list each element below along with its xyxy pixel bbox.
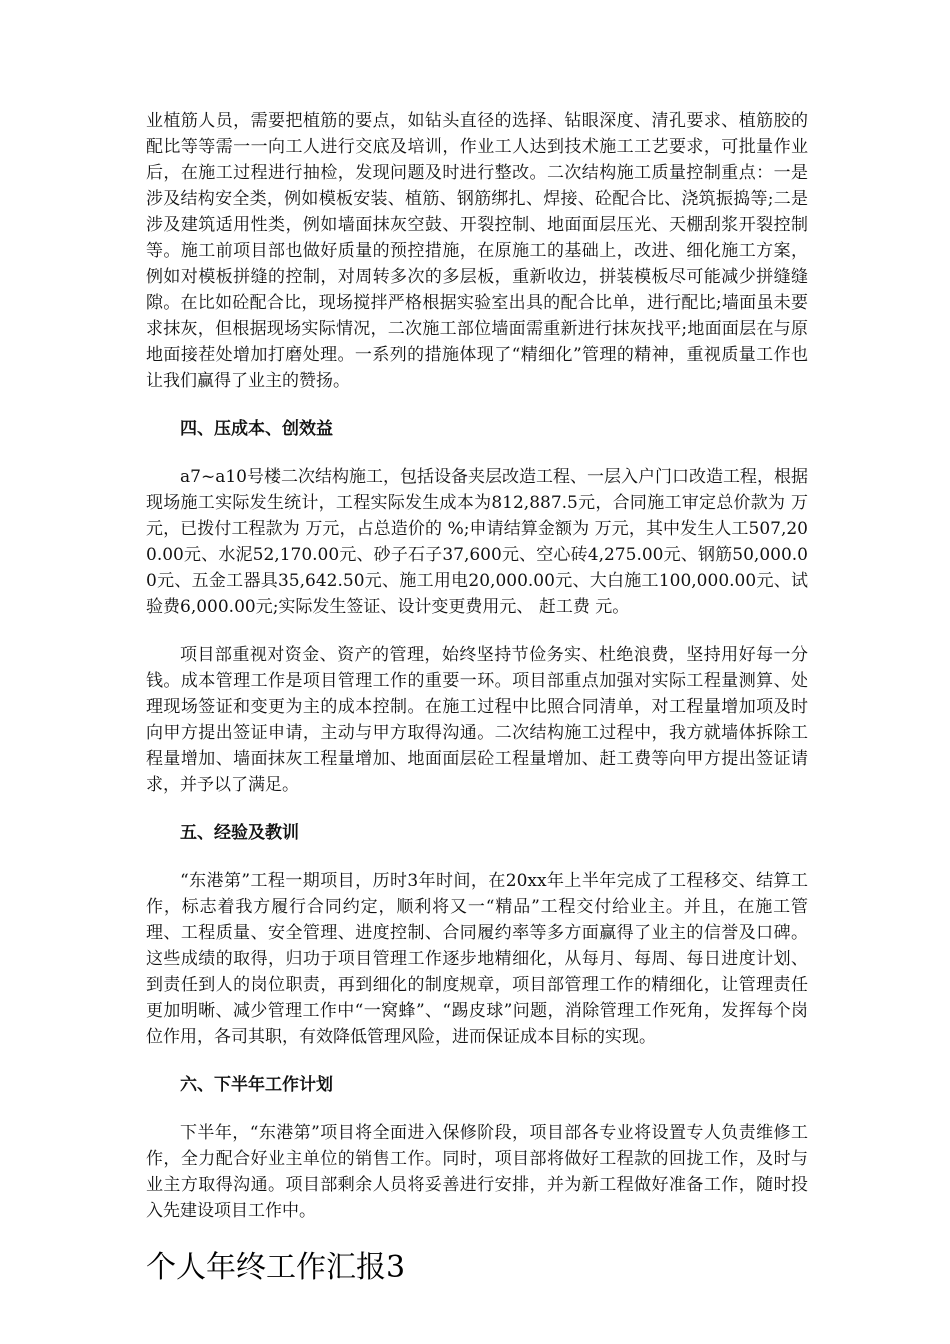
heading-experience-lessons: 五、经验及教训 <box>180 823 299 843</box>
document-page <box>146 108 808 1288</box>
paragraph-quality-control: 业植筋人员，需要把植筋的要点，如钻头直径的选择、钻眼深度、清孔要求、植筋胶的配比等等需一一向工人进行交底及培训，作业工人达到技术施工工艺要求，可批量作业后，在施工过程进行抽检，发现问题及时进行整改。二次结构施工质量控制重点：一是涉及结构安全类，例如模板安装、植筋、钢筋绑扎、焊接、砼配合比、浇筑振捣等;二是涉及建筑适用性类，例如墙面抹灰空鼓、开裂控制、地面面层压光、天棚刮浆开裂控制等。施工前项目部也做好质量的预控措施，在原施工的基础上，改进、细化施工方案，例如对模板拼缝的控制，对周转多次的多层板，重新收边，拼装模板尽可能减少拼缝缝隙。在比如砼配合比，现场搅拌严格根据实验室出具的配合比单，进行配比;墙面虽未要求抹灰，但根据现场实际情况，二次施工部位墙面需重新进行抹灰找平;地面面层在与原地面接茬处增加打磨处理。一系列的措施体现了“精细化”管理的精神，重视质量工作也让我们赢得了业主的赞扬。 <box>146 111 808 391</box>
heading-next-half-plan: 六、下半年工作计划 <box>180 1075 333 1095</box>
section-title: 个人年终工作汇报3 <box>146 1250 406 1285</box>
paragraph-next-half-plan: 下半年，“东港第”项目将全面进入保修阶段，项目部各专业将设置专人负责维修工作，全力配合好业主单位的销售工作。同时，项目部将做好工程款的回拢工作，及时与业主方取得沟通。项目部剩余人员将妥善进行安排，并为新工程做好准备工作，随时投入先建设项目工作中。 <box>146 1123 808 1221</box>
paragraph-cost-management: 项目部重视对资金、资产的管理，始终坚持节俭务实、杜绝浪费，坚持用好每一分钱。成本管理工作是项目管理工作的重要一环。项目部重点加强对实际工程量测算、处理现场签证和变更为主的成本控制。在施工过程中比照合同清单，对工程量增加项及时向甲方提出签证申请，主动与甲方取得沟通。二次结构施工过程中，我方就墙体拆除工程量增加、墙面抹灰工程量增加、地面面层砼工程量增加、赶工费等向甲方提出签证请求，并予以了满足。 <box>146 645 808 795</box>
heading-cost-reduction: 四、压成本、创效益 <box>180 419 333 439</box>
paragraph-experience: “东港第”工程一期项目，历时3年时间，在20xx年上半年完成了工程移交、结算工作，标志着我方履行合同约定，顺利将又一“精品”工程交付给业主。并且，在施工管理、工程质量、安全管理、进度控制、合同履约率等多方面赢得了业主的信誉及口碑。这些成绩的取得，归功于项目管理工作逐步地精细化，从每月、每周、每日进度计划、到责任到人的岗位职责，再到细化的制度规章，项目部管理工作的精细化，让管理责任更加明晰、减少管理工作中“一窝蜂”、“踢皮球”问题，消除管理工作死角，发挥每个岗位作用，各司其职，有效降低管理风险，进而保证成本目标的实现。 <box>146 871 808 1047</box>
paragraph-cost-figures: a7~a10号楼二次结构施工，包括设备夹层改造工程、一层入户门口改造工程，根据现场施工实际发生统计，工程实际发生成本为812,887.5元，合同施工审定总价款为 万元，已拨付工程款为 万元，占总造价的 %;申请结算金额为 万元，其中发生人工507,200.00元、水泥52,170.00元、砂子石子37,600元、空心砖4,275.00元、钢筋50,000.00元、五金工器具35,642.50元、施工用电20,000.00元、大白施工100,000.00元、试验费6,000.00元;实际发生签证、设计变更费用元、 赶工费 元。 <box>146 467 808 617</box>
